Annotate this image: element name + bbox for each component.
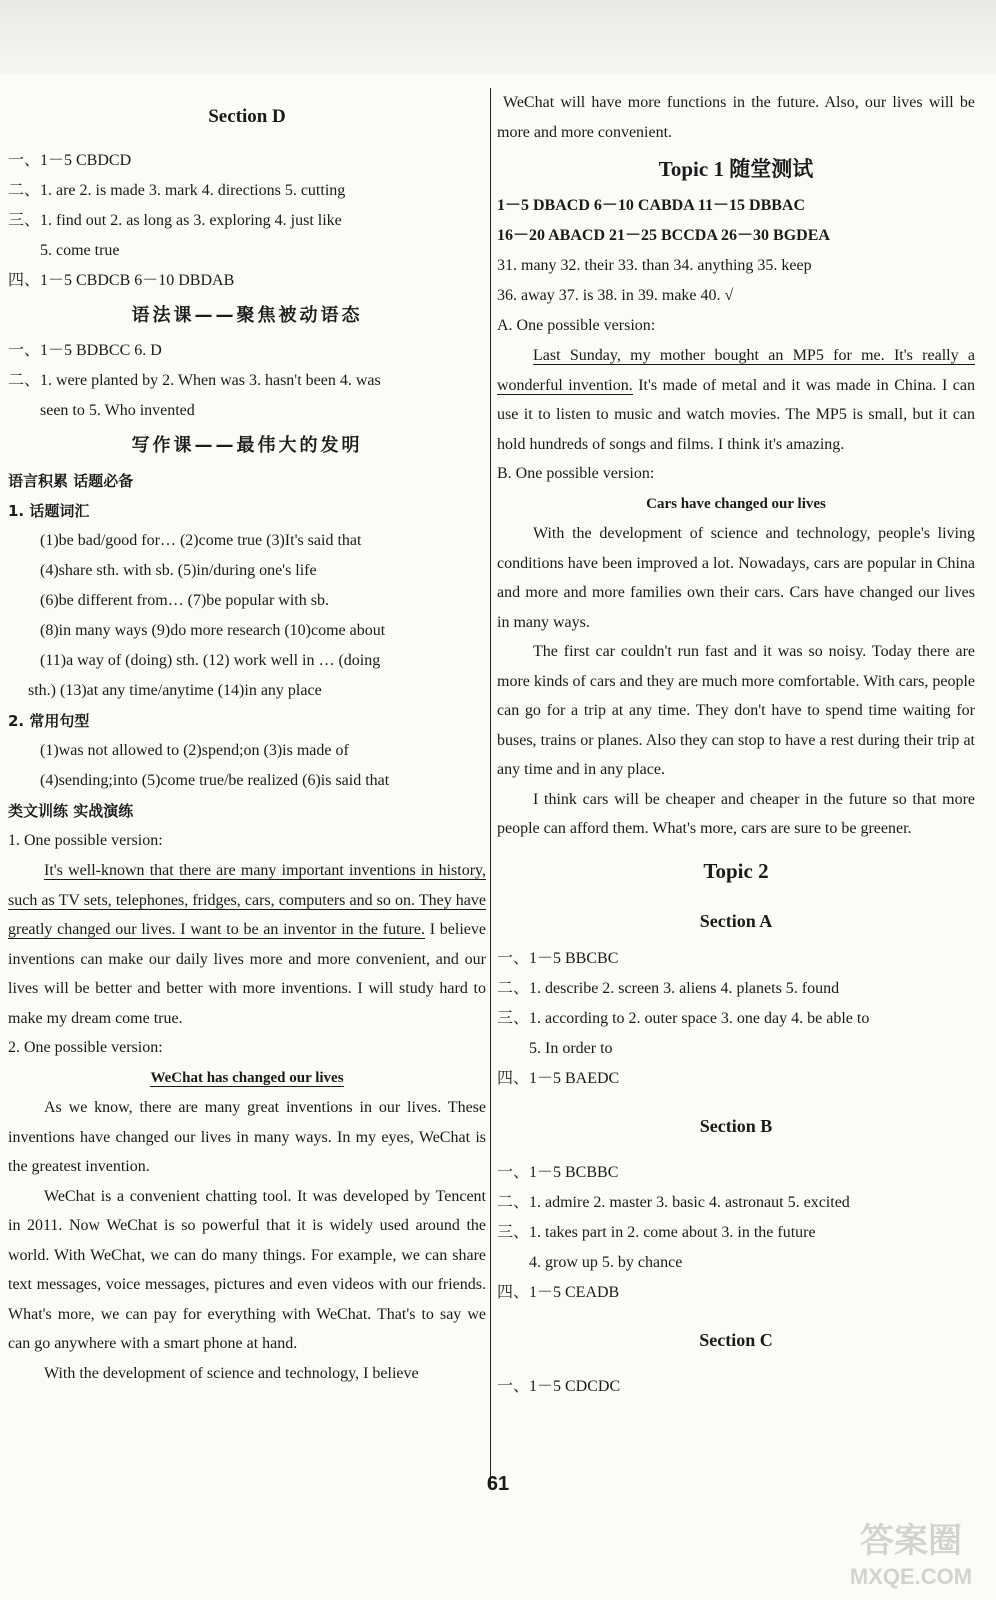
left-column: [8, 88, 486, 1388]
answer-line: 5. In order to: [529, 1039, 613, 1057]
answer-line: 1－5 DBACD 6－10 CABDA 11－15 DBBAC: [497, 197, 806, 214]
essay-2-p3: With the development of science and technology, I believe: [44, 1364, 419, 1382]
answer-line: 一、1－5 CDCDC: [497, 1377, 621, 1395]
version-label: 1. One possible version:: [8, 832, 163, 849]
vocab-line: (8)in many ways (9)do more research (10)come about: [40, 622, 386, 639]
vocab-line: (11)a way of (doing) sth. (12) work well in … (doing: [40, 652, 381, 669]
vocab-heading: 1. 话题词汇: [8, 502, 90, 520]
topic2-title: Topic 2: [703, 858, 769, 883]
page-number: 61: [486, 1473, 510, 1495]
answer-line: 四、1－5 BAEDC: [497, 1069, 620, 1087]
essay-2-title: [8, 1063, 486, 1093]
section-c-title: Section C: [699, 1329, 773, 1350]
section-b-title: Section B: [699, 1115, 773, 1136]
essay-2-p2: WeChat is a convenient chatting tool. It was developed by Tencent in 2011. Now WeChat is so powerful that it is widely used around the world. With WeChat, we can do many things. For example, we can share text messages, voice messages, pictures and even videos with our friends. What's more, we can pay for everything with WeChat. That's to say we can go anywhere with a smart phone at hand.: [8, 1187, 486, 1352]
subheading: 类文训练 实战演练: [8, 802, 134, 820]
answer-line: 三、1. takes part in 2. come about 3. in the future: [497, 1223, 816, 1241]
pattern-line: (1)was not allowed to (2)spend;on (3)is made of: [40, 742, 349, 759]
essay-text: I believe inventions can make our daily lives more and more convenient, and our lives will be better and better with more inventions. I will study hard to make my dream come true.: [8, 921, 486, 1027]
underlined-sentences: It's well-known that there are many important inventions in history, such as TV sets, telephones, fridges, cars, computers and so on. They have greatly changed our lives. I want to be an inventor in the future.: [8, 862, 486, 938]
writing-title: 写作课——最伟大的发明: [131, 435, 363, 456]
answer-line: 一、1－5 BCBBC: [497, 1163, 619, 1181]
essay-b-p2: The first car couldn't run fast and it was so noisy. Today there are more kinds of cars and they are much more comfortable. With cars, people can go for a trip at any time. They don't have to spend time waiting for buses, trains or planes. Also they can stop to have a rest during their trip at any time and in any place.: [497, 643, 975, 778]
version-label: 2. One possible version:: [8, 1039, 163, 1056]
answer-line: 36. away 37. is 38. in 39. make 40. √: [497, 287, 734, 304]
essay-2-p1: As we know, there are many great inventions in our lives. These inventions have changed our lives in many ways. In my eyes, WeChat is the greatest invention.: [8, 1099, 486, 1175]
right-column: [497, 88, 975, 1402]
essay-a: [497, 341, 975, 459]
essay-b-p1: With the development of science and technology, people's living conditions have been improved a lot. Nowadays, cars are popular in China and more and more families own their cars. Cars have changed our lives in many ways.: [497, 525, 975, 631]
watermark-url: MXQE.COM: [849, 1564, 973, 1589]
answer-line: 4. grow up 5. by chance: [529, 1253, 683, 1271]
answer-line: seen to 5. Who invented: [40, 402, 195, 419]
answer-line: 31. many 32. their 33. than 34. anything 35. keep: [497, 257, 812, 274]
answer-line: 二、1. were planted by 2. When was 3. hasn't been 4. was: [8, 372, 381, 389]
essay-1: [8, 856, 486, 1033]
answer-line: 5. come true: [40, 242, 120, 259]
pattern-heading: 2. 常用句型: [8, 712, 90, 730]
scan-top-band: [0, 0, 996, 75]
answer-line: 四、1－5 CBDCB 6－10 DBDAB: [8, 272, 235, 289]
answer-line: 二、1. are 2. is made 3. mark 4. directions 5. cutting: [8, 182, 346, 199]
answer-line: 四、1－5 CEADB: [497, 1283, 620, 1301]
answer-line: 三、1. find out 2. as long as 3. exploring 4. just like: [8, 212, 342, 229]
answer-line: 一、1－5 BBCBC: [497, 949, 619, 967]
essay-text: It's made of metal and it was made in China. I can use it to listen to music and watch movies. The MP5 is small, but it can hold hundreds of songs and films. I think it's amazing.: [497, 376, 975, 453]
vocab-line: (1)be bad/good for… (2)come true (3)It's said that: [40, 532, 362, 549]
answer-line: 16－20 ABACD 21－25 BCCDA 26－30 BGDEA: [497, 227, 830, 244]
answer-line: 二、1. describe 2. screen 3. aliens 4. planets 5. found: [497, 979, 840, 997]
subheading: 语言积累 话题必备: [8, 472, 134, 490]
section-a-title: Section A: [699, 910, 773, 931]
answer-line: 一、1－5 CBDCD: [8, 152, 132, 169]
vocab-line: (4)share sth. with sb. (5)in/during one's life: [40, 562, 317, 579]
grammar-title: 语法课——聚焦被动语态: [131, 305, 363, 326]
vocab-line: sth.) (13)at any time/anytime (14)in any place: [28, 682, 322, 699]
watermark-logo: [836, 1512, 986, 1592]
version-label: A. One possible version:: [497, 317, 656, 334]
essay-b-title: Cars have changed our lives: [646, 496, 826, 512]
essay-2-continued: WeChat will have more functions in the future. Also, our lives will be more and more convenient.: [497, 94, 975, 141]
vocab-line: (6)be different from… (7)be popular with sb.: [40, 592, 329, 609]
answer-line: 一、1－5 BDBCC 6. D: [8, 342, 162, 359]
topic1-title: Topic 1 随堂测试: [658, 157, 814, 181]
pattern-line: (4)sending;into (5)come true/be realized (6)is said that: [40, 772, 390, 789]
column-divider: [490, 88, 491, 1488]
essay-b-p3: I think cars will be cheaper and cheaper in the future so that more people can afford them. What's more, cars are sure to be greener.: [497, 790, 975, 837]
answer-line: 二、1. admire 2. master 3. basic 4. astronaut 5. excited: [497, 1193, 850, 1211]
essay-2-title-text: WeChat has changed our lives: [150, 1070, 344, 1086]
underlined-sentences: Last Sunday, my mother bought an MP5 for me. It's really a wonderful invention.: [497, 347, 975, 394]
watermark-text: 答案圈: [860, 1521, 962, 1561]
section-d-title: Section D: [208, 106, 286, 127]
answer-line: 三、1. according to 2. outer space 3. one day 4. be able to: [497, 1009, 870, 1027]
version-label: B. One possible version:: [497, 465, 655, 482]
